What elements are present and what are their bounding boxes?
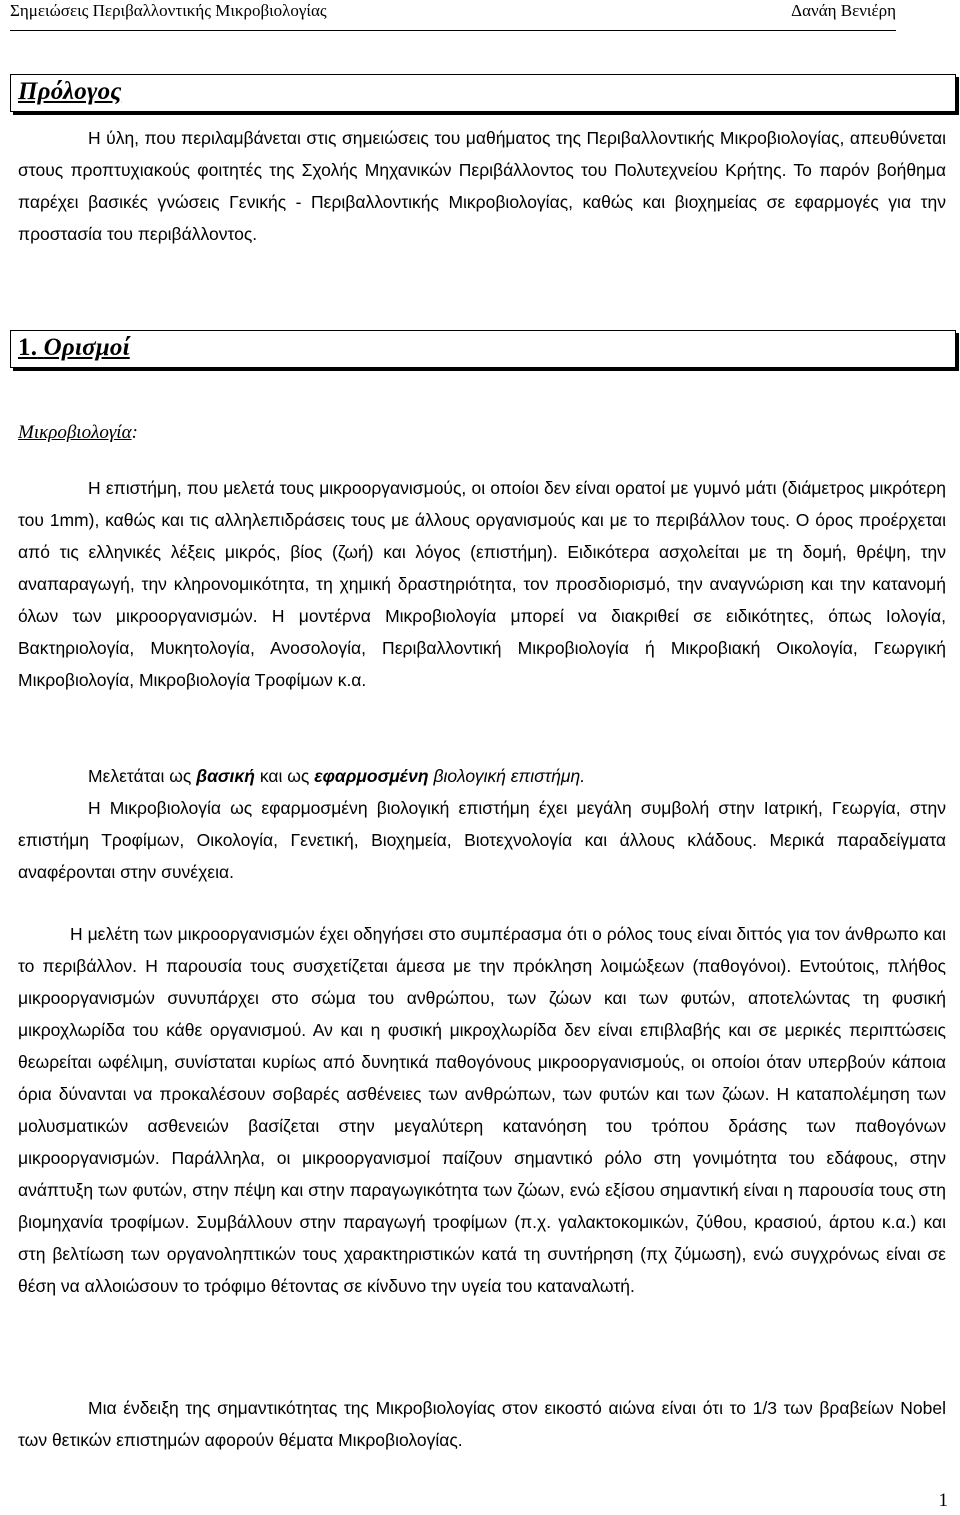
header-course-title: Σημειώσεις Περιβαλλοντικής Μικροβιολογίας — [10, 1, 327, 20]
header-author: Δανάη Βενιέρη — [791, 1, 896, 20]
definition-paragraph: Η επιστήμη, που μελετά τους μικροοργανισμούς, οι οποίοι δεν είναι ορατοί με γυμνό μάτι (διάμετρος μικρότερη του 1mm), καθώς και τις αλληλεπιδράσεις τους με άλλους οργανισμούς και με το περιβάλλον τους. Ο όρος προέρχεται από τις ελληνικές λέξεις μικρός, βίος (ζωή) και λόγος (επιστήμη). Ειδικότερα ασχολείται με τη δομή, θρέψη, την αναπαραγωγή, την κληρονομικότητα, τη χημική δραστηριότητα, τον προσδιορισμό, την αναγνώριση και την κατανομή όλων των μικροοργανισμών. Η μοντέρνα Μικροβιολογία μπορεί να διακριθεί σε ειδικότητες, όπως Ιολογία, Βακτηριολογία, Μυκητολογία, Ανοσολογία, Περιβαλλοντική Μικροβιολογία ή Μικροβιακή Οικολογία, Γεωργική Μικροβιολογία, Μικροβιολογία Τροφίμων κ.α. — [18, 478, 946, 690]
section-title: Ορισμοί — [43, 334, 130, 361]
page-number: 1 — [938, 1490, 948, 1511]
page-header — [10, 0, 896, 31]
role-paragraph: Η μελέτη των μικροοργανισμών έχει οδηγήσει στο συμπέρασμα ότι ο ρόλος τους είναι διττός για τον άνθρωπο και το περιβάλλον. Η παρουσία τους συσχετίζεται άμεσα με την πρόκληση λοιμώξεων (παθογόνοι). Εντούτοις, πλήθος μικροοργανισμών συνυπάρχει στο σώμα του ανθρώπου, των ζώων και των φυτών, αποτελώντας τη φυσική μικροχλωρίδα του κάθε οργανισμού. Αν και η φυσική μικροχλωρίδα δεν είναι επιβλαβής και σε μερικές περιπτώσεις θεωρείται ωφέλιμη, συνίσταται κυρίως από δυνητικά παθογόνους μικροοργανισμούς, οι οποίοι όταν υπερβούν κάποια όρια δύνανται να προκαλέσουν σοβαρές ασθένειες των ανθρώπων, των φυτών και των ζώων. Η καταπολέμηση των μολυσματικών ασθενειών βασίζεται στην μεγαλύτερη κατανόηση του τρόπου δράσης των παθογόνων μικροοργανισμών. Παράλληλα, οι μικροοργανισμοί παίζουν σημαντικό ρόλο στη γονιμότητα του εδάφους, στην ανάπτυξη των φυτών, στην πέψη και στην παραγωγικότητα των ζώων, ενώ εξίσου σημαντική είναι η παρουσία τους στη βιομηχανία τροφίμων. Συμβάλλουν στην παραγωγή τροφίμων (π.χ. γαλακτοκομικών, ζύθου, κρασιού, άρτου κ.α.) και στη βελτίωση των οργανοληπτικών τους χαρακτηριστικών κατά τη συντήρηση (πχ ζύμωση), ενώ συγχρόνως είναι σε θέση να αλλοιώσουν το τρόφιμο θέτοντας σε κίνδυνο την υγεία του καταναλωτή. — [18, 924, 946, 1296]
term-suffix: : — [131, 422, 138, 443]
studied-applied: εφαρμοσμένη — [314, 766, 429, 786]
term-label: Μικροβιολογία — [18, 422, 132, 443]
section1-heading-box — [10, 330, 956, 368]
studied-end: βιολογική επιστήμη. — [428, 766, 586, 786]
nobel-paragraph: Μια ένδειξη της σημαντικότητας της Μικροβιολογίας στον εικοστό αιώνα είναι ότι το 1/3 των βραβείων Nobel των θετικών επιστημών αφορούν θέματα Μικροβιολογίας. — [18, 1398, 946, 1450]
prologue-paragraph: Η ύλη, που περιλαμβάνεται στις σημειώσεις του μαθήματος της Περιβαλλοντικής Μικροβιολογίας, απευθύνεται στους προπτυχιακούς φοιτητές της Σχολής Μηχανικών Περιβάλλοντος του Πολυτεχνείου Κρήτης. Το παρόν βοήθημα παρέχει βασικές γνώσεις Γενικής - Περιβαλλοντικής Μικροβιολογίας, καθώς και βιοχημείας σε εφαρμογές για την προστασία του περιβάλλοντος. — [18, 128, 946, 244]
studied-mid: και ως — [255, 766, 315, 786]
studied-as-line — [18, 760, 946, 792]
studied-pre: Μελετάται ως — [88, 766, 197, 786]
section-number: 1. — [18, 334, 38, 361]
term-heading — [18, 422, 138, 444]
studied-basic: βασική — [196, 766, 255, 786]
prologue-heading-box — [10, 74, 956, 112]
prologue-title: Πρόλογος — [18, 78, 122, 105]
applied-paragraph: Η Μικροβιολογία ως εφαρμοσμένη βιολογική επιστήμη έχει μεγάλη συμβολή στην Ιατρική, Γεωργία, στην επιστήμη Τροφίμων, Οικολογία, Γενετική, Βιοχημεία, Βιοτεχνολογία και άλλους κλάδους. Μερικά παραδείγματα αναφέρονται στην συνέχεια. — [18, 798, 946, 882]
